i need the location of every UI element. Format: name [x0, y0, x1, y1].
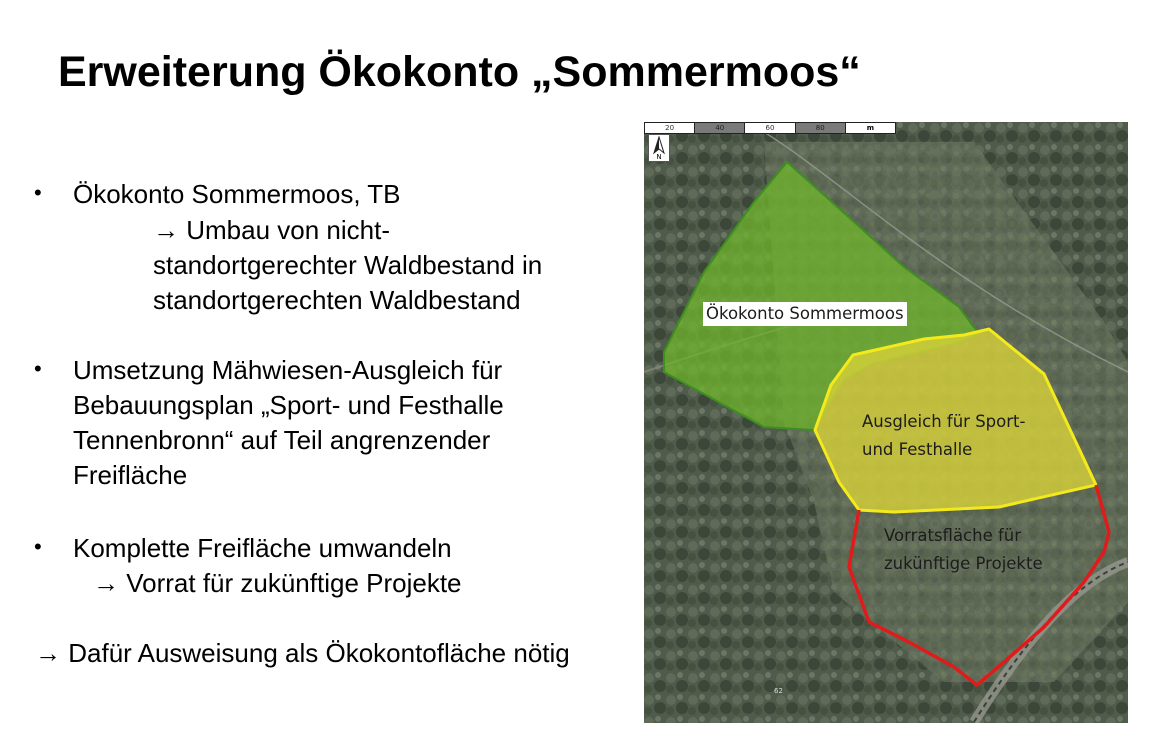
bullet-3-line-2	[93, 565, 462, 601]
bullet-3-line-1: Komplette Freifläche umwandeln	[73, 533, 452, 563]
bullet-2-line-3: Tennenbronn“ auf Teil angrenzender	[73, 425, 491, 455]
vorrat-label-line-1: Vorratsfläche für	[884, 526, 1022, 545]
bullet-1-line-2-text: Umbau von nicht-	[186, 215, 390, 245]
ausgleich-label-line-2: und Festhalle	[862, 440, 973, 459]
map-parcel-number: 62	[774, 687, 783, 695]
aerial-map	[644, 122, 1128, 723]
scale-tick: 40	[695, 123, 745, 133]
north-arrow-icon	[648, 134, 670, 162]
arrow-icon: →	[35, 638, 61, 668]
scale-unit: m	[846, 123, 895, 133]
bullet-2-line-4: Freifläche	[73, 460, 188, 490]
bullet-2-line-1: Umsetzung Mähwiesen-Ausgleich für	[73, 355, 503, 385]
vorrat-label-line-2: zukünftige Projekte	[884, 554, 1043, 573]
conclusion-line	[35, 635, 570, 671]
slide-title: Erweiterung Ökokonto „Sommermoos“	[58, 48, 861, 96]
bullet-marker: •	[34, 356, 42, 381]
bullet-1-line-3: standortgerechter Waldbestand in	[153, 250, 543, 280]
north-letter: N	[656, 153, 662, 161]
arrow-icon: →	[153, 215, 179, 245]
bullet-marker: •	[34, 534, 42, 559]
oekokonto-label: Ökokonto Sommermoos	[703, 302, 907, 326]
arrow-icon: →	[93, 568, 119, 598]
scale-tick: 60	[745, 123, 795, 133]
ausgleich-label-line-1: Ausgleich für Sport-	[862, 412, 1026, 431]
bullet-3-line-2-text: Vorrat für zukünftige Projekte	[126, 568, 462, 598]
scale-tick: 20	[645, 123, 695, 133]
bullet-1-line-4: standortgerechten Waldbestand	[153, 285, 521, 315]
conclusion-text: Dafür Ausweisung als Ökokontofläche nötig	[68, 638, 570, 668]
scale-bar	[644, 122, 896, 134]
bullet-1-heading: Ökokonto Sommermoos, TB	[73, 179, 401, 209]
bullet-1-line-2	[153, 212, 390, 248]
scale-tick: 80	[796, 123, 846, 133]
bullet-2-line-2: Bebauungsplan „Sport- und Festhalle	[73, 390, 504, 420]
bullet-marker: •	[34, 180, 42, 205]
